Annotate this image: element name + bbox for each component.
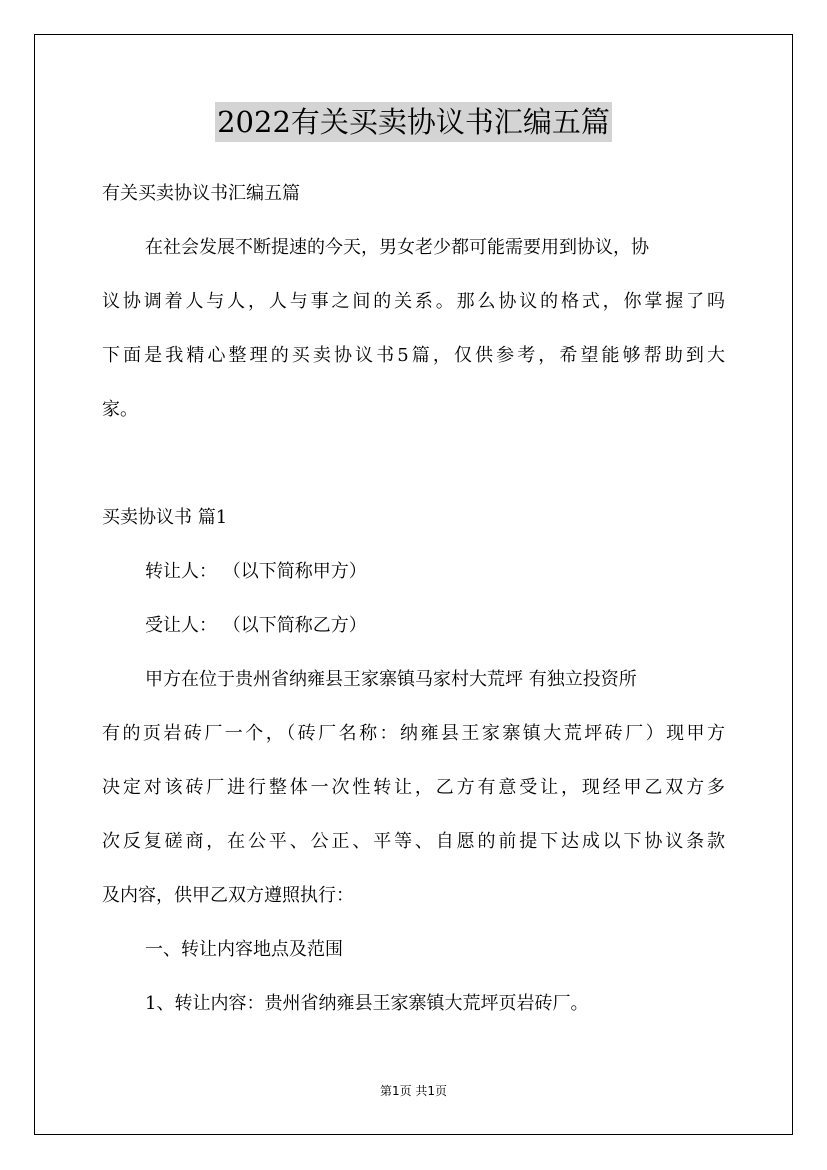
document-subtitle: 有关买卖协议书汇编五篇 xyxy=(102,183,300,204)
transferor-line: 转让人： （以下简称甲方） xyxy=(145,561,367,582)
transferee-line: 受让人： （以下简称乙方） xyxy=(145,615,367,636)
intro-line-2: 议协调着人与人，人与事之间的关系。那么协议的格式，你掌握了吗 xyxy=(102,291,725,312)
body-line-2: 有的页岩砖厂一个，（砖厂名称：纳雍县王家寨镇大荒坪砖厂）现甲方 xyxy=(102,723,725,744)
intro-line-3: 下面是我精心整理的买卖协议书5篇，仅供参考，希望能够帮助到大 xyxy=(102,345,725,366)
document-title: 2022有关买卖协议书汇编五篇 xyxy=(215,102,612,142)
title-container xyxy=(0,102,827,142)
page-footer: 第1页 共1页 xyxy=(379,1084,448,1098)
body-line-4: 次反复磋商，在公平、公正、平等、自愿的前提下达成以下协议条款 xyxy=(102,831,725,852)
intro-line-4: 家。 xyxy=(102,399,138,420)
section-heading: 买卖协议书 篇1 xyxy=(102,507,228,528)
intro-line-1: 在社会发展不断提速的今天，男女老少都可能需要用到协议，协 xyxy=(145,237,649,258)
body-line-1: 甲方在位于贵州省纳雍县王家寨镇马家村大荒坪 有独立投资所 xyxy=(145,669,637,690)
body-line-3: 决定对该砖厂进行整体一次性转让，乙方有意受让，现经甲乙双方多 xyxy=(102,777,725,798)
body-line-5: 及内容，供甲乙双方遵照执行： xyxy=(102,885,354,906)
clause-heading: 一、转让内容地点及范围 xyxy=(145,939,343,960)
clause-item-1: 1、转让内容：贵州省纳雍县王家寨镇大荒坪页岩砖厂。 xyxy=(145,993,589,1014)
